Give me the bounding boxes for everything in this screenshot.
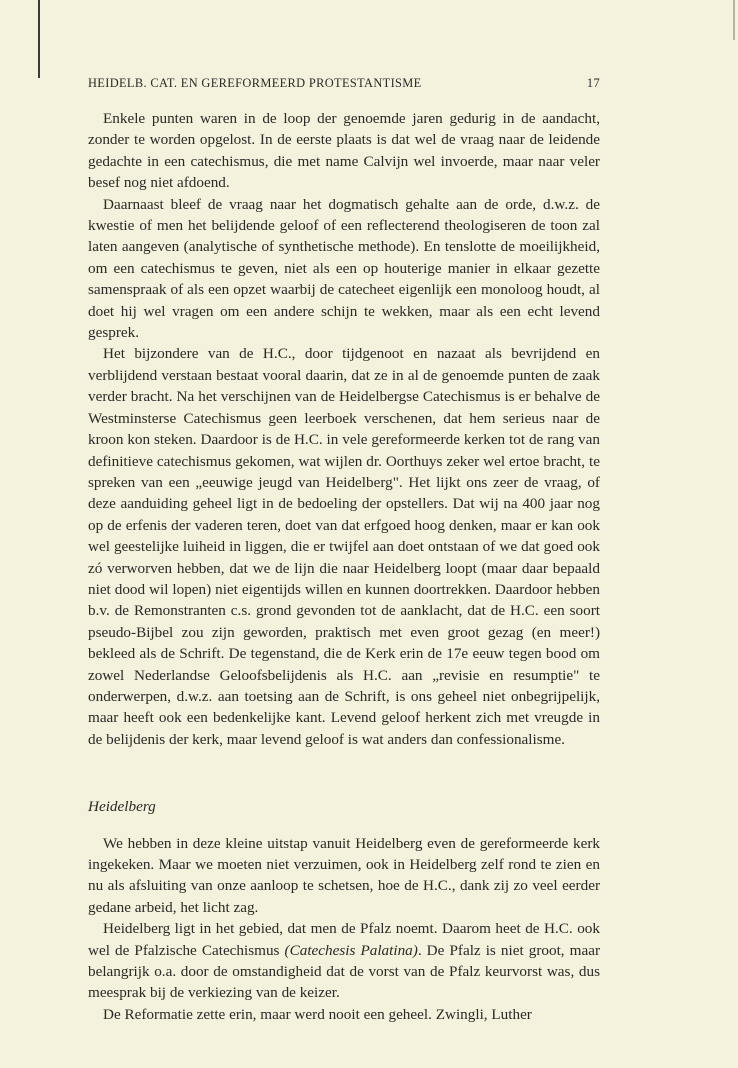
paragraph-3: Het bijzondere van de H.C., door tijdgenoot en nazaat als bevrijdend en verblijdend verstaan bestaat vooral daarin, dat ze in al de genoemde punten de zaak verder bracht. Na het verschijnen van de Heidelbergse Catechismus is er behalve de Westminsterse Catechismus geen leerboek verschenen, dat hem serieus naar de kroon kon steken. Daardoor is de H.C. in vele gereformeerde kerken tot de rang van definitieve catechismus gekomen, wat wijlen dr. Oorthuys zeker wel ertoe bracht, te spreken van een „eeuwige jeugd van Heidelberg". Het lijkt ons zeer de vraag, of deze aanduiding geheel ligt in de bedoeling der opstellers. Dat wij na 400 jaar nog op de erfenis der vaderen teren, doet van dat erfgoed hoog denken, maar er kan ook wel geestelijke luiheid in liggen, die er twijfel aan doet ontstaan of we dat goed ook zó verworven hebben, dat we de lijn die naar Heidelberg loopt (maar daar bepaald niet dood wil lopen) niet eigentijds willen en kunnen doortrekken. Daardoor hebben b.v. de Remonstranten c.s. grond gevonden tot de aanklacht, dat de H.C. een soort pseudo-Bijbel zou zijn geworden, praktisch met even groot gezag (en meer!) bekleed als de Schrift. De tegenstand, die de Kerk erin de 17e eeuw tegen bood om zowel Nederlandse Geloofsbelijdenis als H.C. aan „revisie en resumptie" te onderwerpen, d.w.z. aan toetsing aan de Schrift, is ons geheel niet onbegrijpelijk, maar heeft ook een bedenkelijke kant. Levend geloof herkent zich met vreugde in de belijdenis der kerk, maar levend geloof is wat anders dan confessionalisme. [88, 345, 600, 748]
catechesis-palatina: (Catechesis Palatina) [284, 941, 418, 959]
section-heidelberg [88, 796, 600, 1025]
page-edge-left [38, 0, 40, 78]
pfalz-text-after: . De Pfalz is niet groot, maar belangrijk o.a. door de omstandigheid dat de vorst van de Pfalz keurvorst was, dus meesprak bij de verkiezing van de keizer. [88, 941, 601, 1002]
section-heading: Heidelberg [88, 798, 156, 816]
section-paragraph-3: De Reformatie zette erin, maar werd nooit een geheel. Zwingli, Luther [103, 1005, 532, 1023]
paragraph-1: Enkele punten waren in de loop der genoemde jaren gedurig in de aandacht, zonder te worden opgelost. In de eerste plaats is dat wel de vraag naar de leidende gedachte in een catechismus, die met name Calvijn wel invoerde, maar naar veler besef nog niet afdoend. [88, 110, 600, 192]
main-text [88, 108, 600, 750]
book-page [88, 76, 600, 1025]
pfalz-text-before: Heidelberg ligt in het gebied, dat men de Pfalz noemt. Daarom heet de H.C. ook wel de Pfalzische Catechismus [88, 920, 600, 959]
running-header [88, 76, 600, 96]
page-number: 17 [586, 76, 600, 90]
section-text [88, 833, 600, 1026]
running-title: HEIDELB. CAT. EN GEREFORMEERD PROTESTANTISME [88, 76, 422, 90]
section-paragraph-1: We hebben in deze kleine uitstap vanuit Heidelberg even de gereformeerde kerk ingekeken. Maar we moeten niet verzuimen, ook in Heidelberg zelf rond te zien en nu als afsluiting van onze aanloop te schetsen, hoe de H.C., dank zij zo veel eerder gedane arbeid, het licht zag. [88, 834, 600, 916]
page-edge-right [733, 0, 735, 40]
paragraph-2: Daarnaast bleef de vraag naar het dogmatisch gehalte aan de orde, d.w.z. de kwestie of men het belijdende geloof of een reflecterend theologiseren de toon zal laten aangeven (analytische of synthetische methode). En tenslotte de moeilijkheid, om een catechismus te geven, niet als een op houterige manier in elkaar gezette samenspraak of als een opzet waarbij de catecheet eigenlijk een monoloog houdt, al doet hij wel vragen om een andere schijn te wekken, maar als een echt levend gesprek. [88, 195, 600, 342]
section-paragraph-pfalz [88, 918, 600, 1004]
